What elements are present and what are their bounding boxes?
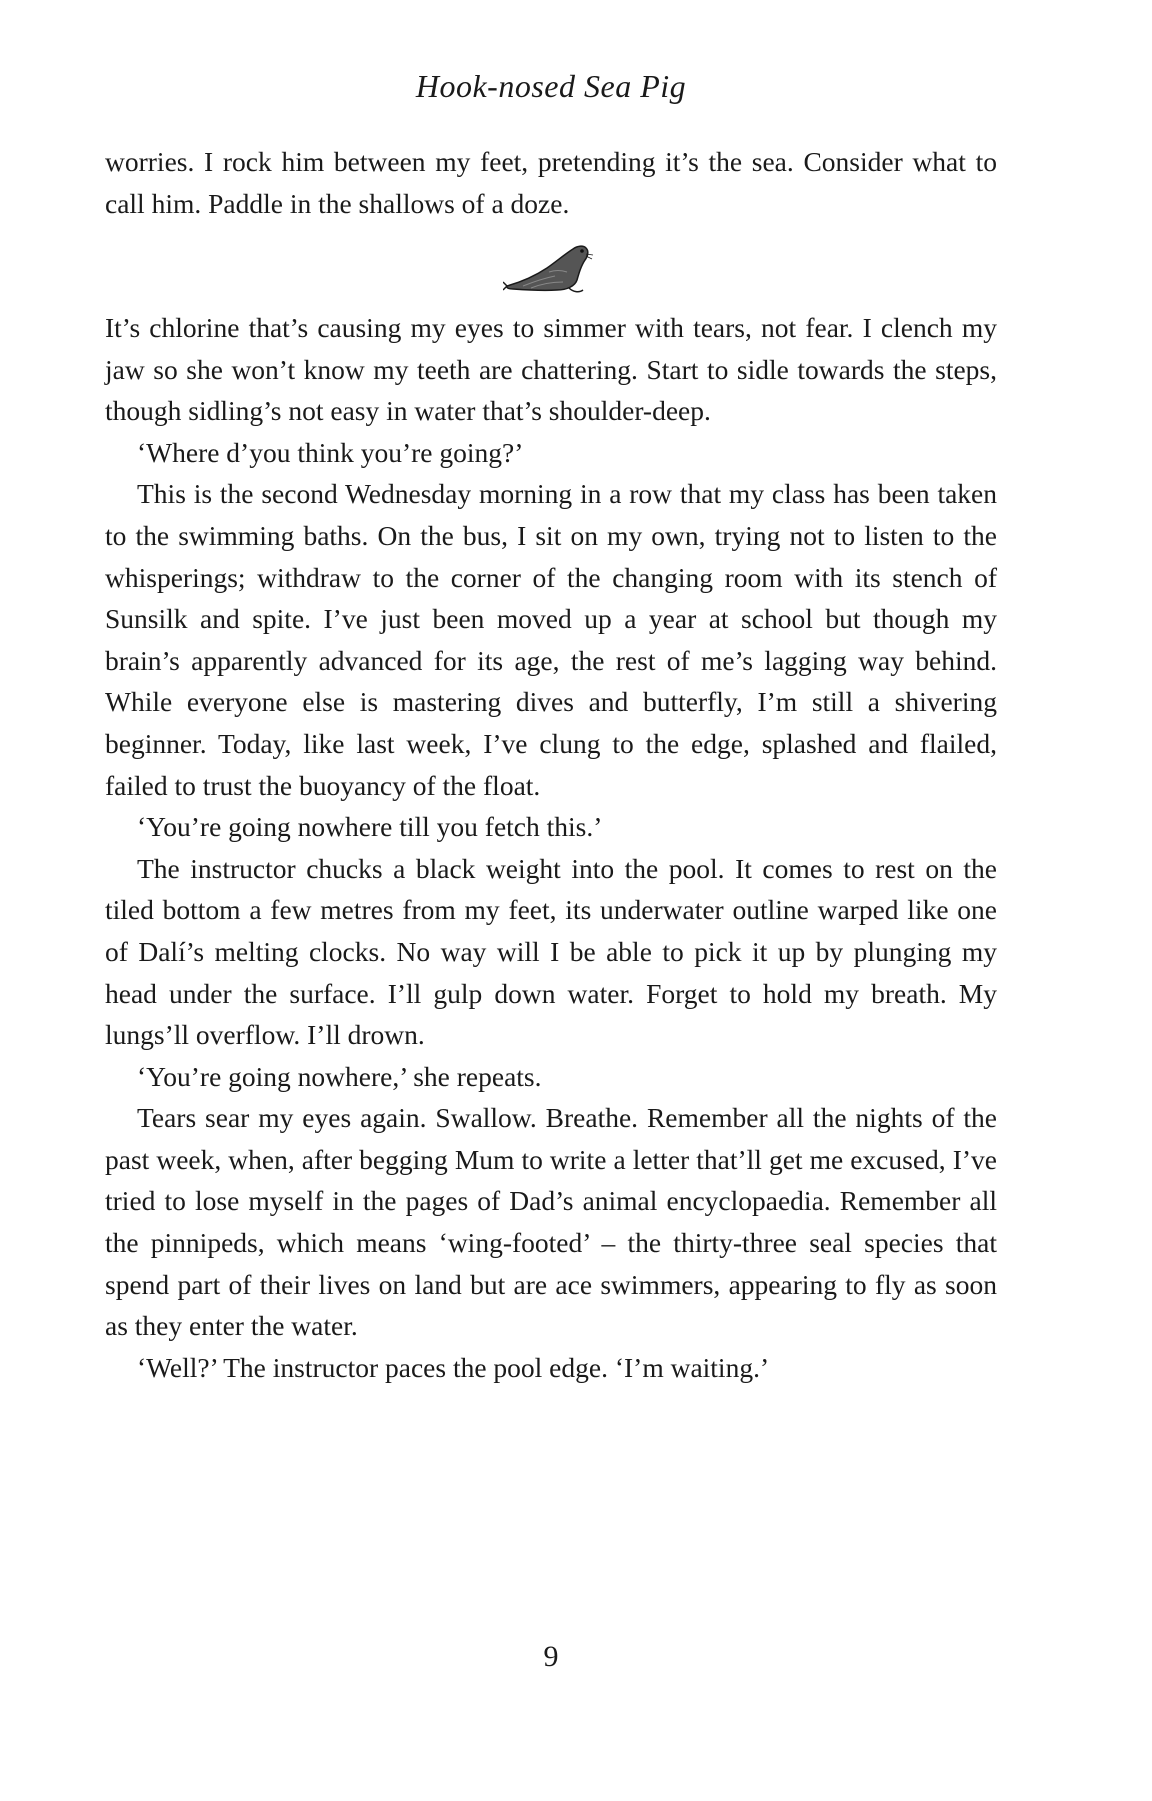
text-block-1	[105, 141, 997, 224]
paragraph: ‘Where d’you think you’re going?’	[137, 436, 524, 468]
paragraph: It’s chlorine that’s causing my eyes to simmer with tears, not fear. I clench my jaw so she won’t know my teeth are chattering. Start to sidle towards the steps, though sidling’s not easy in water that’s shoulder-deep.	[105, 312, 997, 427]
text-block-2	[105, 307, 997, 1388]
paragraph: ‘You’re going nowhere,’ she repeats.	[137, 1060, 542, 1092]
page-number: 9	[543, 1640, 559, 1673]
paragraph: worries. I rock him between my feet, pretending it’s the sea. Consider what to call him. Paddle in the shallows of a doze.	[105, 146, 997, 219]
paragraph: ‘Well?’ The instructor paces the pool edge. ‘I’m waiting.’	[137, 1351, 770, 1383]
paragraph: This is the second Wednesday morning in a row that my class has been taken to the swimming baths. On the bus, I sit on my own, trying not to listen to the whisperings; withdraw to the corner of the changing room with its stench of Sunsilk and spite. I’ve just been moved up a year at school but though my brain’s apparently advanced for its age, the rest of me’s lagging way behind. While everyone else is mastering dives and butterfly, I’m still a shivering beginner. Today, like last week, I’ve clung to the edge, splashed and flailed, failed to trust the buoyancy of the float.	[105, 478, 997, 801]
paragraph: ‘You’re going nowhere till you fetch this.’	[137, 811, 603, 843]
paragraph: The instructor chucks a black weight into the pool. It comes to rest on the tiled bottom a few metres from my feet, its underwater outline warped like one of Dalí’s melting clocks. No way will I be able to pick it up by plunging my head under the surface. I’ll gulp down water. Forget to hold my breath. My lungs’ll overflow. I’ll drown.	[105, 852, 997, 1051]
seal-ornament-icon	[503, 242, 599, 294]
running-head: Hook-nosed Sea Pig	[415, 68, 687, 104]
paragraph: Tears sear my eyes again. Swallow. Breathe. Remember all the nights of the past week, when, after begging Mum to write a letter that’ll get me excused, I’ve tried to lose myself in the pages of Dad’s animal encyclopaedia. Remember all the pinnipeds, which means ‘wing-footed’ – the thirty-three seal species that spend part of their lives on land but are ace swimmers, appearing to fly as soon as they enter the water.	[105, 1102, 997, 1342]
